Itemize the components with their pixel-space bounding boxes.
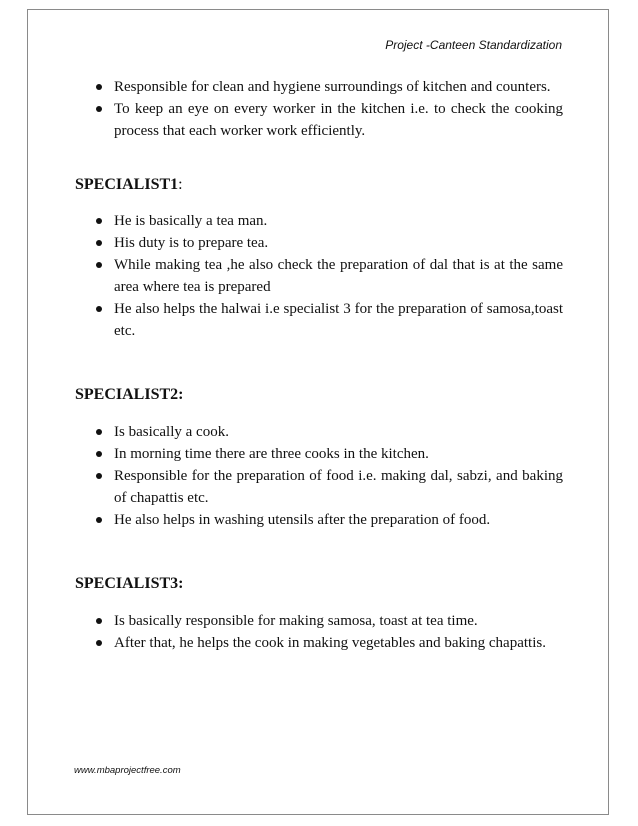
intro-bullet-list <box>75 76 563 142</box>
specialist3-bullet-list <box>75 610 563 654</box>
list-item: To keep an eye on every worker in the kitchen i.e. to check the cooking process that each worker work efficiently. <box>75 98 563 142</box>
page-header: Project -Canteen Standardization <box>385 38 562 52</box>
list-item: He also helps the halwai i.e specialist 3 for the preparation of samosa,toast etc. <box>75 298 563 342</box>
list-item: In morning time there are three cooks in the kitchen. <box>75 443 563 465</box>
list-item: He is basically a tea man. <box>75 210 563 232</box>
section-title-text: SPECIALIST1 <box>75 176 179 193</box>
section-title-specialist2: SPECIALIST2: <box>75 386 184 403</box>
list-item: Responsible for the preparation of food i.e. making dal, sabzi, and baking of chapattis etc. <box>75 465 563 509</box>
specialist2-bullet-list <box>75 421 563 531</box>
section-title-specialist1 <box>75 174 563 196</box>
list-item: Responsible for clean and hygiene surroundings of kitchen and counters. <box>75 76 563 98</box>
list-item: While making tea ,he also check the preparation of dal that is at the same area where tea is prepared <box>75 254 563 298</box>
list-item: His duty is to prepare tea. <box>75 232 563 254</box>
list-item: After that, he helps the cook in making vegetables and baking chapattis. <box>75 632 563 654</box>
list-item: He also helps in washing utensils after the preparation of food. <box>75 509 563 531</box>
specialist1-bullet-list <box>75 210 563 342</box>
list-item: Is basically a cook. <box>75 421 563 443</box>
section-title-specialist3: SPECIALIST3: <box>75 575 184 592</box>
list-item: Is basically responsible for making samosa, toast at tea time. <box>75 610 563 632</box>
section-title-colon: : <box>178 176 183 193</box>
page-footer-url: www.mbaprojectfree.com <box>74 765 181 776</box>
document-body <box>75 76 563 654</box>
